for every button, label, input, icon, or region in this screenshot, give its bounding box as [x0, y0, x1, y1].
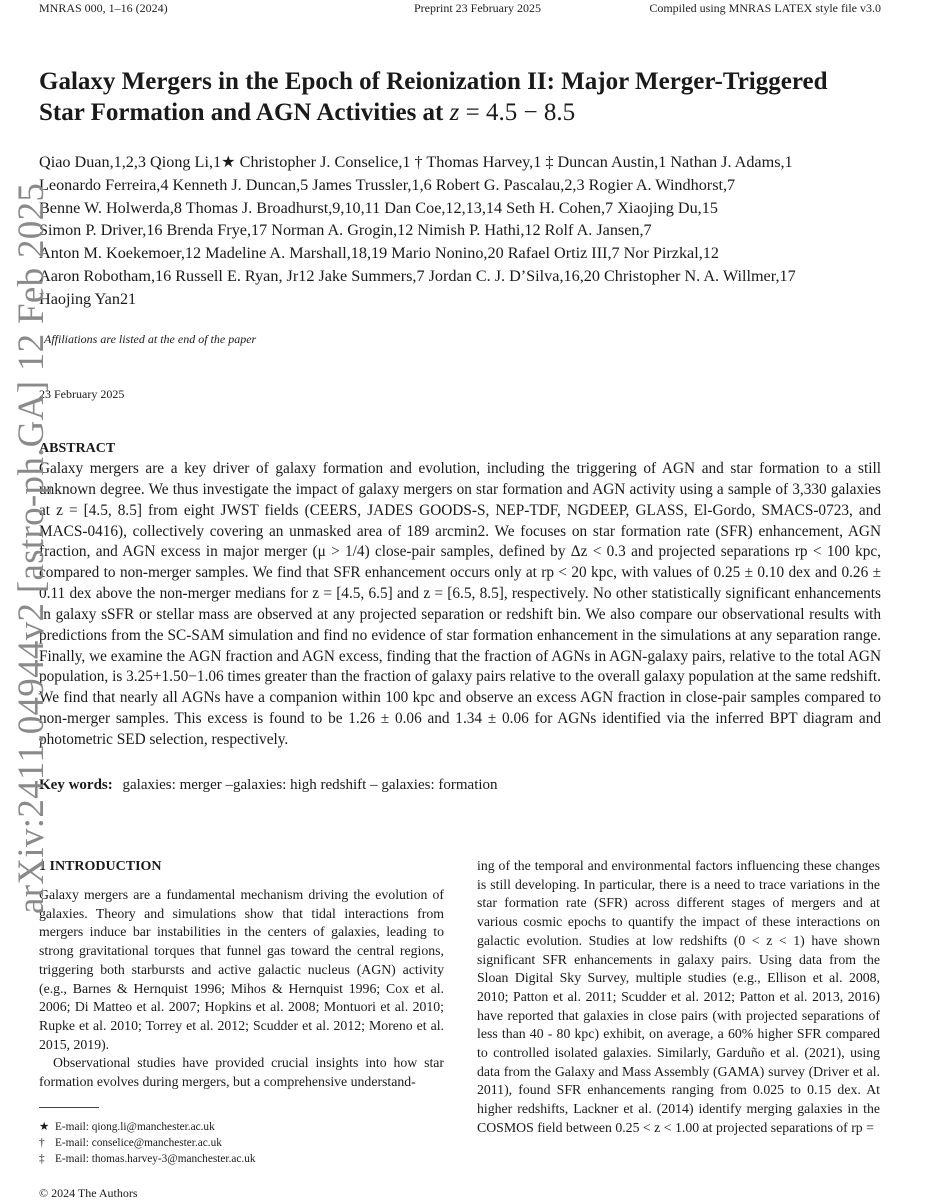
author-line: Benne W. Holwerda,8 Thomas J. Broadhurst,9,10,11 Dan Coe,12,13,14 Seth H. Cohen,7 Xiaojing Du,15 [39, 198, 718, 217]
keywords-label: Key words: [39, 777, 113, 793]
affiliations-note: Affiliations are listed at the end of the paper [44, 332, 257, 346]
author-line: Aaron Robotham,16 Russell E. Ryan, Jr12 Jake Summers,7 Jordan C. J. D’Silva,16,20 Christopher N. A. Willmer,17 [39, 266, 796, 285]
running-header-preprint: Preprint 23 February 2025 [414, 1, 541, 15]
author-line: Haojing Yan21 [39, 289, 137, 308]
author-line: Simon P. Driver,16 Brenda Frye,17 Norman A. Grogin,12 Nimish P. Hathi,12 Rolf A. Jansen,7 [39, 221, 652, 240]
section-heading-introduction: 1 INTRODUCTION [39, 859, 162, 874]
abstract-heading: ABSTRACT [39, 441, 116, 456]
running-header-style: Compiled using MNRAS LATEX style file v3.0 [649, 1, 881, 15]
abstract-text: Galaxy mergers are a key driver of galaxy formation and evolution, including the triggering of AGN and star formation to a still unknown degree. We thus investigate the impact of galaxy mergers on star formation and AGN activity using a sample of 3,330 galaxies at z = [4.5, 8.5] from eight JWST fields (CEERS, JADES GOODS-S, NEP-TDF, NGDEEP, GLASS, El-Gordo, SMACS-0723, and MACS-0416), collectively covering an unmasked area of 189 arcmin2. We focuses on star formation rate (SFR) enhancement, AGN fraction, and AGN excess in major merger (μ > 1/4) close-pair samples, defined by Δz < 0.3 and projected separations rp < 100 kpc, compared to non-merger samples. We find that SFR enhancement occurs only at rp < 20 kpc, with values of 0.25 ± 0.10 dex and 0.26 ± 0.11 dex above the non-merger medians for z = [4.5, 6.5] and z = [6.5, 8.5], respectively. No other statistically significant enhancements in galaxy sSFR or stellar mass are observed at any projected separation or redshift bin. We also compare our observational results with predictions from the SC-SAM simulation and find no evidence of star formation enhancement in the simulations at any separation range. Finally, we examine the AGN fraction and AGN excess, finding that the fraction of AGNs in AGN-galaxy pairs, relative to the total AGN population, is 3.25+1.50−1.06 times greater than the fraction of galaxy pairs relative to the overall galaxy population at the same redshift. We find that nearly all AGNs have a companion within 100 kpc and observe an excess AGN fraction in close-pair samples compared to non-merger samples. This excess is found to be 1.26 ± 0.06 and 1.34 ± 0.06 for AGNs identified via the inferred BPT diagram and photometric SED selection, respectively. [39, 460, 881, 748]
intro-left-column [39, 857, 444, 1092]
footnote-email: ★ E-mail: qiong.li@manchester.ac.uk [39, 1121, 215, 1133]
star-icon: ★ [39, 1121, 50, 1133]
intro-paragraph-3: ing of the temporal and environmental factors influencing these changes is still developing. In particular, there is a need to trace variations in the star formation rate (SFR) across different stages of mergers and at various cosmic epochs to quantify the impact of these interactions on galactic evolution. Studies at low redshifts (0 < z < 1) have shown significant SFR enhancements in galaxy pairs. Using data from the Sloan Digital Sky Survey, multiple studies (e.g., Ellison et al. 2008, 2010; Patton et al. 2011; Scudder et al. 2012; Patton et al. 2013, 2016) have reported that galaxies in close pairs (with projected separations of less than 40 - 80 kpc) exhibit, on average, a 60% higher SFR compared to controlled isolated galaxies. Similarly, Garduño et al. (2021), using data from the Galaxy and Mass Assembly (GAMA) survey (Driver et al. 2011), found SFR enhancements ranging from 0.025 to 0.15 dex. At higher redshifts, Lackner et al. (2014) identify merging galaxies in the COSMOS field between 0.25 < z < 1.00 at projected separations of rp = [477, 858, 880, 1135]
footnote-email: † E-mail: conselice@manchester.ac.uk [39, 1137, 222, 1149]
paper-title [39, 66, 899, 128]
arxiv-identifier-stamp: arXiv:2411.04944v2 [astro-ph.GA] 12 Feb 2025 [11, 182, 52, 914]
intro-right-column [477, 857, 880, 1138]
title-line-1: Galaxy Mergers in the Epoch of Reionization II: Major Merger-Triggered [39, 68, 828, 95]
paper-date: 23 February 2025 [39, 387, 125, 401]
intro-paragraph-2: Observational studies have provided crucial insights into how star formation evolves during mergers, but a comprehensive understand- [39, 1055, 444, 1090]
running-header-journal: MNRAS 000, 1–16 (2024) [39, 1, 168, 15]
keywords-text: galaxies: merger –galaxies: high redshift – galaxies: formation [122, 777, 498, 793]
title-redshift-range: = 4.5 − 8.5 [465, 99, 576, 126]
intro-paragraph-1: Galaxy mergers are a fundamental mechanism driving the evolution of galaxies. Theory and simulations show that tidal interactions from mergers induce bar instabilities in the centers of galaxies, leading to strong gravitational torques that funnel gas toward the central regions, triggering both starbursts and active galactic nucleus (AGN) activity (e.g., Barnes & Hernquist 1996; Mihos & Hernquist 1996; Cox et al. 2006; Di Matteo et al. 2007; Hopkins et al. 2008; Montuori et al. 2010; Rupke et al. 2010; Torrey et al. 2012; Scudder et al. 2012; Moreno et al. 2015, 2019). [39, 887, 444, 1052]
author-list [39, 151, 919, 311]
footnotes [39, 1119, 256, 1167]
footnote-divider [39, 1107, 99, 1108]
author-line: Qiao Duan,1,2,3 Qiong Li,1★ Christopher J. Conselice,1 † Thomas Harvey,1 ‡ Duncan Austin,1 Nathan J. Adams,1 [39, 153, 793, 171]
keywords [39, 777, 498, 794]
dagger-icon: † [39, 1137, 45, 1149]
copyright-notice: © 2024 The Authors [39, 1186, 138, 1200]
title-line-2 [39, 97, 899, 128]
double-dagger-icon: ‡ [39, 1153, 45, 1165]
title-line-2-text: Star Formation and AGN Activities at [39, 99, 444, 126]
author-line: Anton M. Koekemoer,12 Madeline A. Marshall,18,19 Mario Nonino,20 Rafael Ortiz III,7 Nor Pirzkal,12 [39, 244, 719, 263]
author-line: Leonardo Ferreira,4 Kenneth J. Duncan,5 James Trussler,1,6 Robert G. Pascalau,2,3 Rogier A. Windhorst,7 [39, 175, 736, 194]
title-redshift-symbol: z [449, 99, 460, 126]
abstract-section [39, 440, 881, 751]
footnote-email: ‡ E-mail: thomas.harvey-3@manchester.ac.uk [39, 1153, 256, 1165]
